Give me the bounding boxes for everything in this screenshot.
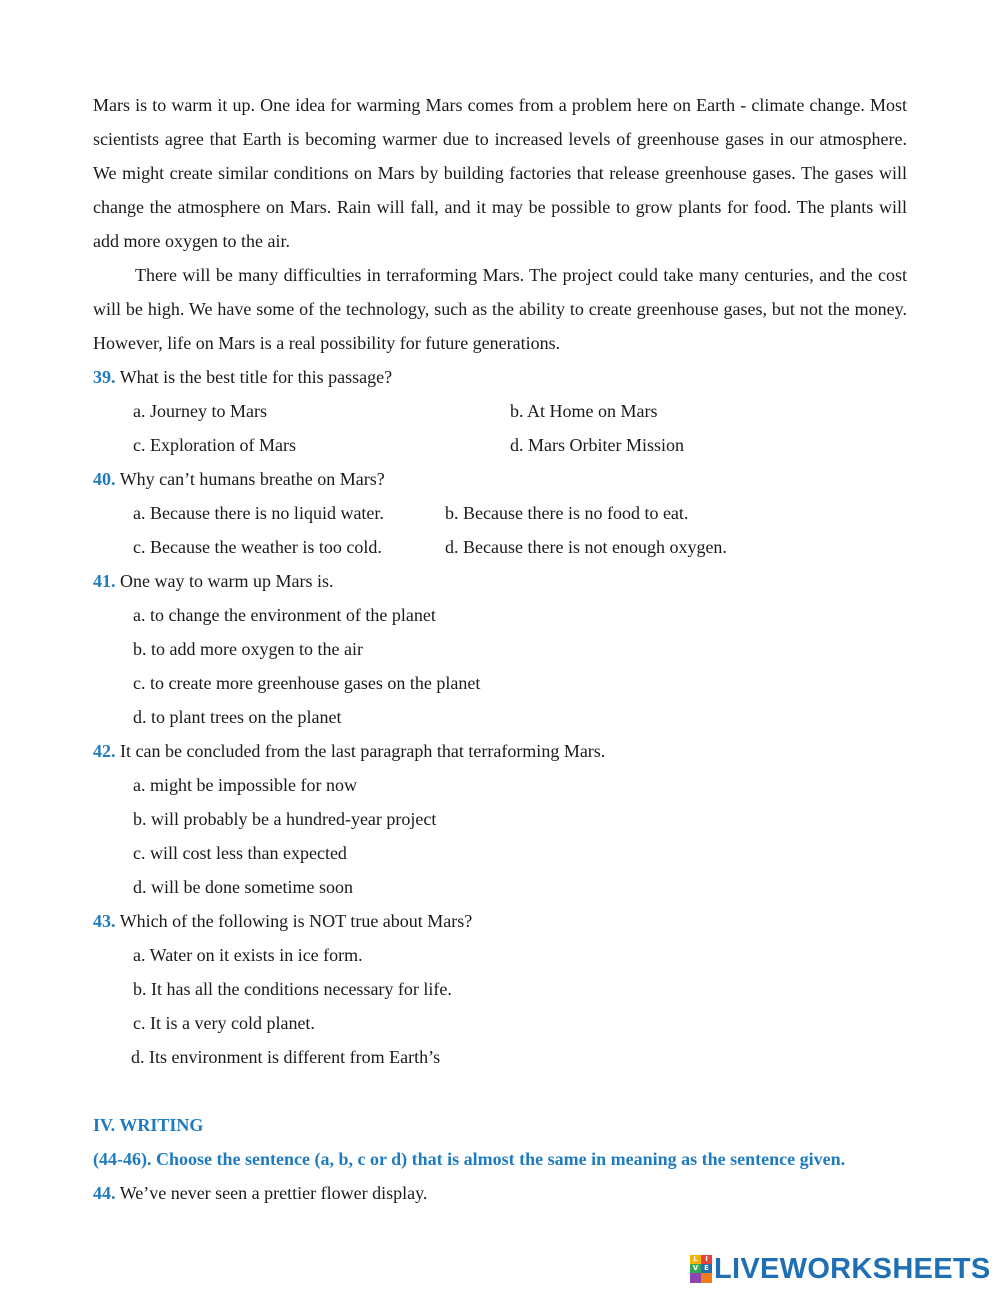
option-d[interactable]: d. Mars Orbiter Mission xyxy=(510,435,684,455)
question-41 xyxy=(93,564,907,598)
question-number: 40. xyxy=(93,469,116,489)
liveworksheets-logo-icon xyxy=(690,1255,712,1283)
writing-instruction: (44-46). Choose the sentence (a, b, c or d) that is almost the same in meaning as the sentence given. xyxy=(93,1149,846,1169)
logo-icon-cell xyxy=(690,1273,701,1283)
option-b[interactable]: b. It has all the conditions necessary for life. xyxy=(133,979,452,999)
question-43 xyxy=(93,904,907,938)
option-d[interactable]: d. Its environment is different from Earth’s xyxy=(131,1047,441,1067)
question-44 xyxy=(93,1176,907,1210)
logo-icon-cell: E xyxy=(701,1264,712,1273)
question-text: What is the best title for this passage? xyxy=(119,367,393,387)
passage-paragraph-1: Mars is to warm it up. One idea for warming Mars comes from a problem here on Earth - climate change. Most scientists agree that Earth is becoming warmer due to increased levels of greenhouse gases in our atmosphere. We might create similar conditions on Mars by building factories that release greenhouse gases. The gases will change the atmosphere on Mars. Rain will fall, and it may be possible to grow plants for food. The plants will add more oxygen to the air. xyxy=(93,95,907,251)
liveworksheets-logo-text: LIVEWORKSHEETS xyxy=(714,1252,991,1285)
option-b[interactable]: b. At Home on Mars xyxy=(510,401,658,421)
question-number: 43. xyxy=(93,911,116,931)
option-row xyxy=(93,428,907,462)
option-a[interactable]: a. might be impossible for now xyxy=(133,775,357,795)
option-a[interactable]: a. Water on it exists in ice form. xyxy=(133,945,363,965)
logo-icon-cell xyxy=(701,1273,712,1283)
question-text: Why can’t humans breathe on Mars? xyxy=(119,469,385,489)
option-c[interactable]: c. to create more greenhouse gases on the planet xyxy=(133,673,481,693)
option-c[interactable]: c. It is a very cold planet. xyxy=(133,1013,315,1033)
question-text: It can be concluded from the last paragraph that terraforming Mars. xyxy=(120,741,606,761)
option-row xyxy=(93,394,907,428)
option-b[interactable]: b. Because there is no food to eat. xyxy=(445,503,689,523)
option-row xyxy=(93,530,907,564)
question-number: 41. xyxy=(93,571,116,591)
option-a[interactable]: a. to change the environment of the planet xyxy=(133,605,436,625)
option-a[interactable]: a. Journey to Mars xyxy=(133,401,267,421)
option-c[interactable]: c. will cost less than expected xyxy=(133,843,347,863)
section-heading-writing: IV. WRITING xyxy=(93,1115,204,1135)
option-b[interactable]: b. to add more oxygen to the air xyxy=(133,639,363,659)
worksheet-page xyxy=(93,88,907,1210)
option-d[interactable]: d. will be done sometime soon xyxy=(133,877,353,897)
question-text: Which of the following is NOT true about Mars? xyxy=(119,911,473,931)
liveworksheets-logo xyxy=(690,1253,991,1285)
question-number: 44. xyxy=(93,1183,116,1203)
logo-icon-cell: L xyxy=(690,1255,701,1264)
question-number: 39. xyxy=(93,367,116,387)
spacer xyxy=(93,1074,907,1108)
question-40 xyxy=(93,462,907,496)
passage-paragraph-2: There will be many difficulties in terraforming Mars. The project could take many centuries, and the cost will be high. We have some of the technology, such as the ability to create greenhouse gases, but not the money. However, life on Mars is a real possibility for future generations. xyxy=(93,265,907,353)
question-42 xyxy=(93,734,907,768)
question-text: One way to warm up Mars is. xyxy=(120,571,334,591)
question-number: 42. xyxy=(93,741,116,761)
option-row xyxy=(93,496,907,530)
option-a[interactable]: a. Because there is no liquid water. xyxy=(133,503,384,523)
question-text: We’ve never seen a prettier flower display. xyxy=(119,1183,428,1203)
option-c[interactable]: c. Exploration of Mars xyxy=(133,435,296,455)
logo-icon-cell: I xyxy=(701,1255,712,1264)
option-d[interactable]: d. Because there is not enough oxygen. xyxy=(445,537,727,557)
option-b[interactable]: b. will probably be a hundred-year project xyxy=(133,809,437,829)
question-39 xyxy=(93,360,907,394)
option-c[interactable]: c. Because the weather is too cold. xyxy=(133,537,382,557)
option-d[interactable]: d. to plant trees on the planet xyxy=(133,707,342,727)
logo-icon-cell: V xyxy=(690,1264,701,1273)
